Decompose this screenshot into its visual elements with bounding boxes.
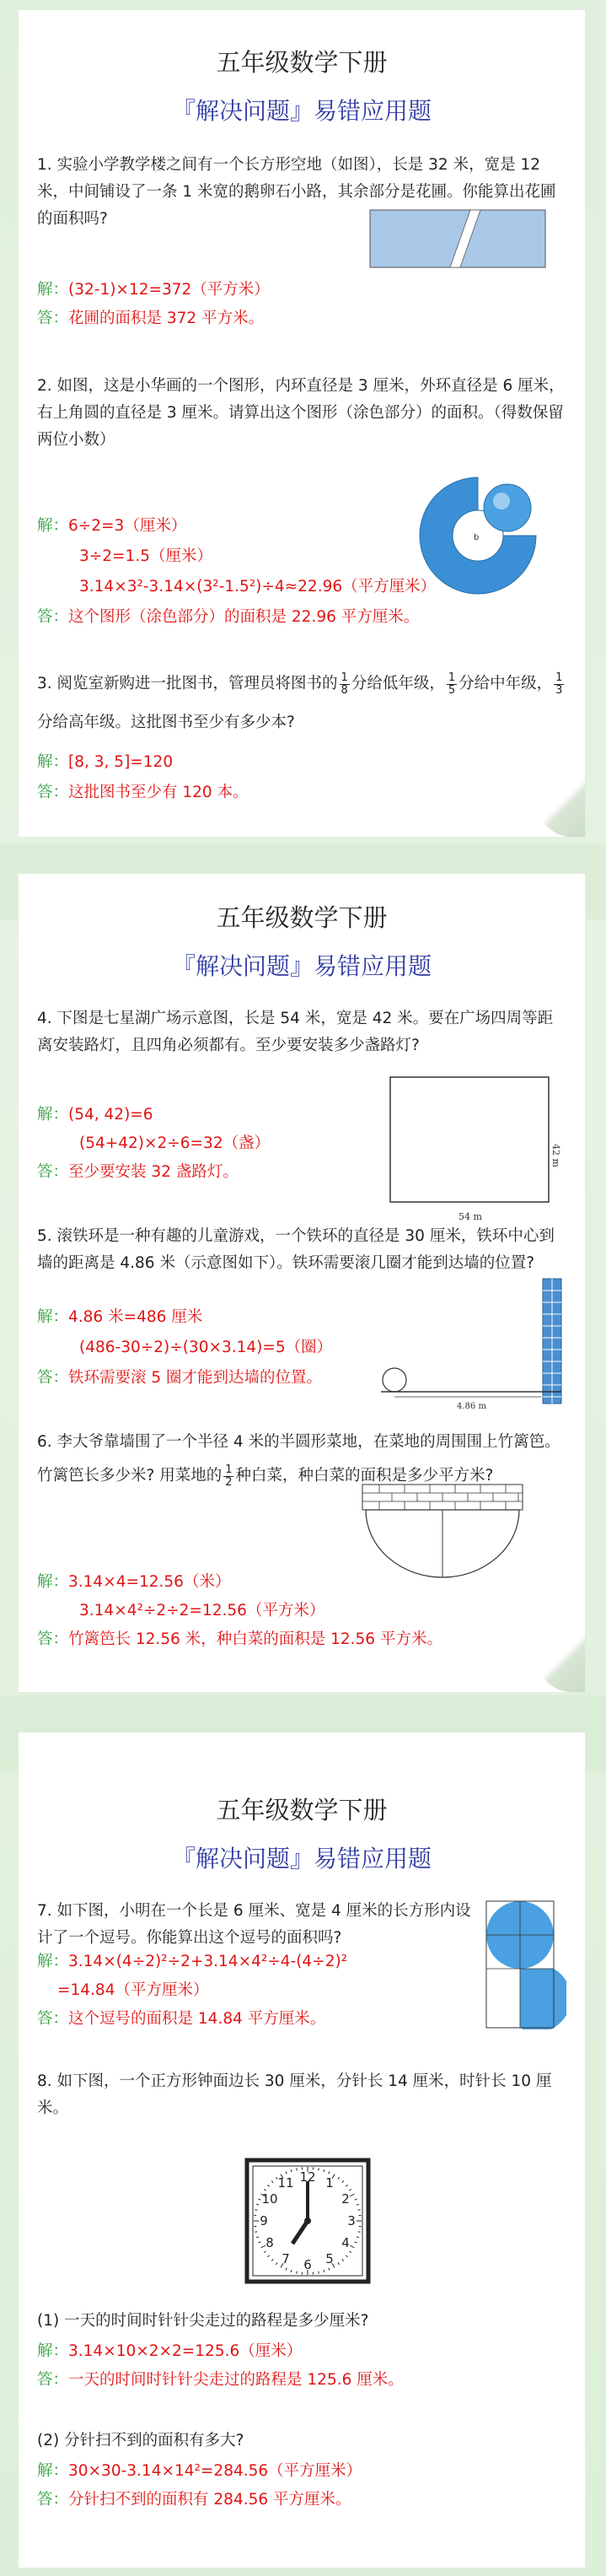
problem-6-question: 6. 李大爷靠墙围了一个半径 4 米的半圆形菜地，在菜地的周围围上竹篱笆。竹篱笆长多少米? 用菜地的 $\frac{1}{2}$ 种白菜，种白菜的面积是多少平方米? [37,1433,560,1489]
page-subtitle: 『解决问题』易错应用题 [171,1845,432,1873]
rectangle-garden-figure [369,209,546,268]
problem-2-solution-line-1: 解：6÷2=3（厘米） [37,517,187,535]
page-title: 五年级数学下册 [216,1796,388,1824]
problem-6-solution-line-1: 解：3.14×4=12.56（米） [37,1573,231,1591]
problem-6-answer: 答：竹篱笆长 12.56 米，种白菜的面积是 12.56 平方米。 [37,1630,442,1648]
svg-text:b: b [474,533,480,542]
comma-figure [474,1894,566,2029]
problem-3-answer: 答：这批图书至少有 120 本。 [37,784,249,801]
problem-2-solution-line-2: 3÷2=1.5（厘米） [79,547,212,565]
clock-number-5: 5 [325,2251,334,2266]
clock-number-8: 8 [265,2235,274,2250]
clock-number-4: 4 [341,2235,350,2250]
clock-tick [297,2168,298,2170]
fraction-1-5: $\frac{1}{5}$ [448,671,456,697]
problem-8-sub2-answer: 答：分针扫不到的面积有 284.56 平方厘米。 [37,2491,351,2509]
clock-number-3: 3 [347,2213,356,2228]
page-title: 五年级数学下册 [216,903,388,932]
fraction-1-2: $\frac{1}{2}$ [225,1463,233,1489]
clock-number-10: 10 [261,2191,278,2207]
clock-number-6: 6 [303,2257,312,2272]
fraction-1-3: $\frac{1}{3}$ [555,671,563,697]
fraction-1-8: $\frac{1}{8}$ [341,671,348,697]
clock-number-2: 2 [341,2191,350,2207]
problem-4-solution-line-1: 解：(54, 42)=6 [37,1106,153,1124]
page-title: 五年级数学下册 [216,48,388,77]
clock-number-7: 7 [282,2251,290,2266]
clock-tick [297,2272,298,2274]
problem-8-sub1-solution: 解：3.14×10×2×2=125.6（厘米） [37,2342,303,2360]
problem-8-sub2-question: (2) 分针扫不到的面积有多大? [37,2432,244,2449]
clock-tick [255,2210,257,2211]
clock-center-pin [304,2218,311,2224]
problem-4-question: 4. 下图是七星湖广场示意图，长是 54 米，宽是 42 米。要在广场四周等距离安装路灯，且四角必须都有。至少要安装多少盏路灯? [37,1010,554,1054]
distance-label: 4.86 m [457,1402,486,1411]
problem-1-answer: 答：花圃的面积是 372 平方米。 [37,310,265,327]
problem-2-answer: 答：这个图形（涂色部分）的面积是 22.96 平方厘米。 [37,608,420,626]
semicircle-garden-figure [354,1483,531,1584]
problem-2-solution-line-3: 3.14×3²-3.14×(3²-1.5²)÷4≈22.96（平方厘米） [79,578,437,595]
clock-tick [255,2232,257,2233]
problem-8-sub1-answer: 答：一天的时间时针针尖走过的路程是 125.6 厘米。 [37,2371,404,2389]
clock-number-11: 11 [277,2175,294,2191]
problem-7-answer: 答：这个逗号的面积是 14.84 平方厘米。 [37,2010,326,2028]
problem-4-answer: 答：至少要安装 32 盏路灯。 [37,1163,239,1181]
problem-7-solution-line-1: 解：3.14×(4÷2)²÷2+3.14×4²÷4-(4÷2)² [37,1953,348,1970]
worksheet-card-1 [19,10,585,837]
clock-number-9: 9 [260,2213,268,2228]
problem-6-solution-line-2: 3.14×4²÷2÷2=12.56（平方米） [79,1602,325,1619]
worksheet-card-3 [19,1733,585,2568]
problem-1-solution: 解：(32-1)×12=372（平方米） [37,281,270,299]
plaza-rectangle-figure [389,1076,566,1228]
clock-tick [358,2232,361,2233]
problem-2-question: 2. 如图，这是小华画的一个图形，内环直径是 3 厘米，外环直径是 6 厘米，右上角圆的直径是 3 厘米。请算出这个图形（涂色部分）的面积。（得数保留两位小数） [37,377,565,449]
clock-tick [358,2210,361,2211]
problem-5-solution-line-2: (486-30÷2)÷(30×3.14)=5（圈） [79,1339,333,1356]
length-label: 54 m [459,1211,482,1222]
problem-8-question: 8. 如下图，一个正方形钟面边长 30 厘米，分针长 14 厘米，时针长 10 厘米。 [37,2072,552,2117]
problem-1-question: 1. 实验小学教学楼之间有一个长方形空地（如图），长是 32 米，宽是 12 米，中间铺设了一条 1 米宽的鹅卵石小路，其余部分是花圃。你能算出花圃的面积吗? [37,156,556,228]
hoop-wall-figure [381,1277,566,1412]
problem-7-solution-line-2: =14.84（平方厘米） [57,1981,209,1999]
worksheet-card-2 [19,874,585,1692]
clock-number-12: 12 [299,2169,316,2185]
page-subtitle: 『解决问题』易错应用题 [171,952,432,980]
problem-5-answer: 答：铁环需要滚 5 圈才能到达墙的位置。 [37,1369,323,1387]
problem-5-solution-line-1: 解：4.86 米=486 厘米 [37,1308,203,1326]
clock-number-1: 1 [325,2175,334,2191]
problem-8-sub1-question: (1) 一天的时间时针针尖走过的路程是多少厘米? [37,2312,369,2330]
square-clock-figure [244,2158,371,2284]
problem-8-sub2-solution: 解：30×30-3.14×14²=284.56（平方厘米） [37,2462,362,2480]
problem-3-solution: 解：[8, 3, 5]=120 [37,753,174,771]
page-fold-corner [538,778,585,837]
problem-4-solution-line-2: (54+42)×2÷6=32（盏） [79,1134,271,1152]
problem-7-question: 7. 如下图，小明在一个长是 6 厘米、宽是 4 厘米的长方形内设计了一个逗号。你能算出这个逗号的面积吗? [37,1902,471,1947]
page-subtitle: 『解决问题』易错应用题 [171,97,432,125]
problem-3-question: 3. 阅览室新购进一批图书，管理员将图书的 $\frac{1}{8}$ 分给低年级， $\frac{1}{5}$ 分给中年级， $\frac{1}{3}$ 分给高年级。这批图书至少有多少本? [37,671,563,731]
width-label: 42 m [550,1144,561,1167]
problem-5-question: 5. 滚铁环是一种有趣的儿童游戏，一个铁环的直径是 30 厘米，铁环中心到墙的距离是 4.86 米（示意图如下）。铁环需要滚几圈才能到达墙的位置? [37,1227,555,1272]
page-fold-corner [538,1633,585,1692]
